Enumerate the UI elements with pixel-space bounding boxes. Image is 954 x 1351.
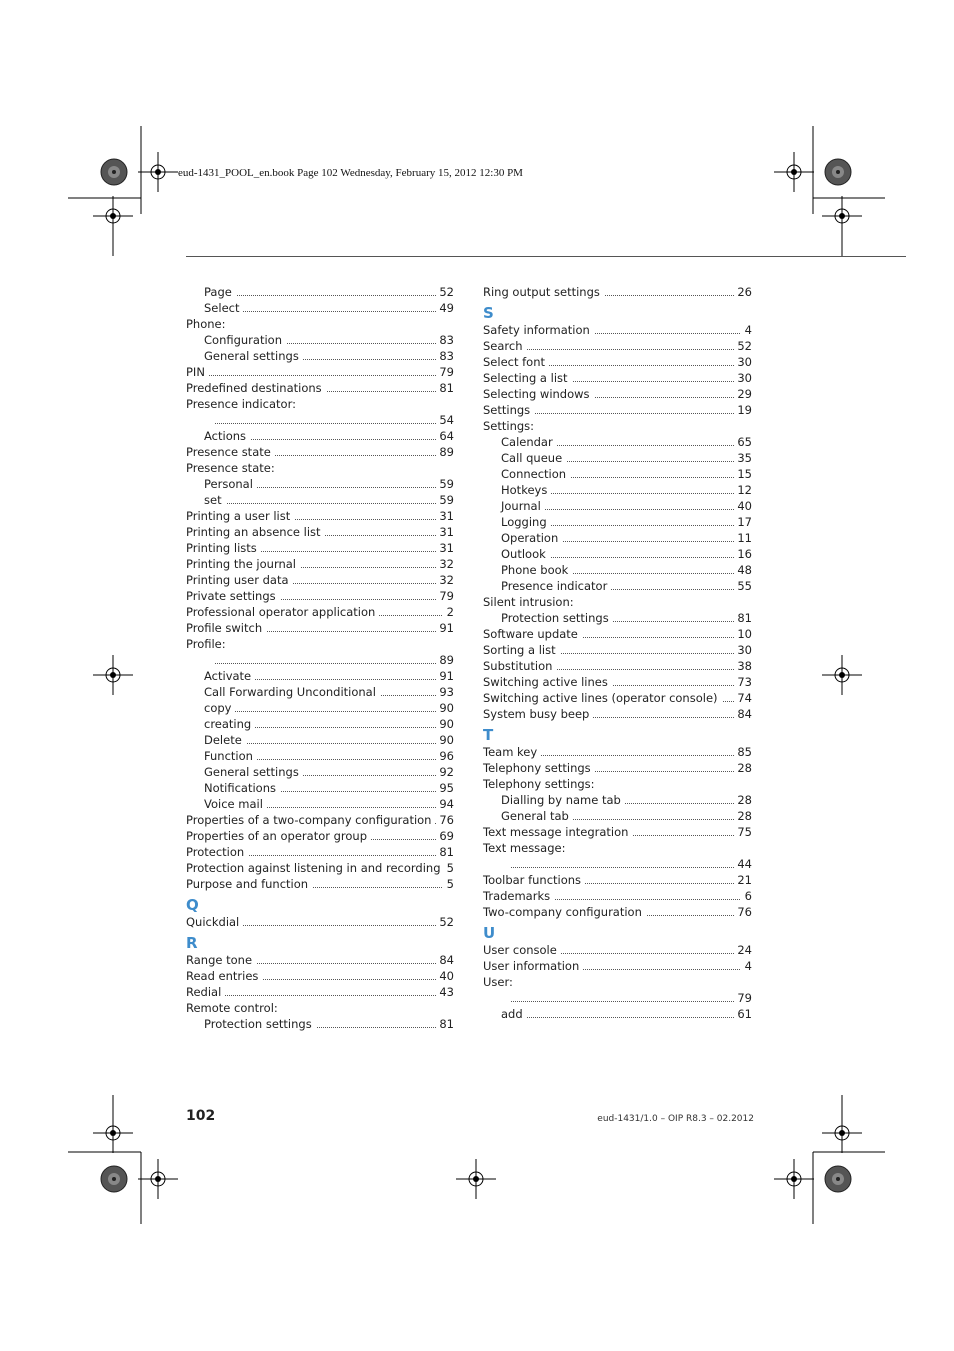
index-entry [186,828,454,844]
index-entry [483,354,752,370]
index-entry [483,856,752,872]
index-entry [186,332,454,348]
index-entry-term: Selecting windows [483,387,594,401]
index-entry [483,562,752,578]
index-entry-term: Ring output settings [483,285,604,299]
index-entry-term: Protection settings [204,1017,316,1031]
index-entry [483,610,752,626]
index-entry-page: 35 [737,451,752,465]
index-entry-page: 29 [737,387,752,401]
index-entry-term: User: [483,975,517,989]
index-entry-page: 83 [439,349,454,363]
index-entry [186,684,454,700]
index-entry-page: 52 [737,339,752,353]
index-entry-page: 44 [737,857,752,871]
index-entry [186,812,454,828]
index-entry [186,300,454,316]
index-entry [186,428,454,444]
index-entry [186,284,454,300]
index-entry-term: Safety information [483,323,594,337]
index-entry-page: 30 [737,643,752,657]
index-entry-term: Switching active lines [483,675,612,689]
index-entry-term: Switching active lines (operator console) [483,691,722,705]
index-entry-page: 61 [737,1007,752,1021]
index-entry-term: Presence indicator [501,579,611,593]
index-entry-term: Substitution [483,659,556,673]
index-entry-term: Properties of an operator group [186,829,371,843]
index-entry-term: Phone book [501,563,572,577]
index-entry-page: 38 [737,659,752,673]
index-entry-page: 90 [439,717,454,731]
index-entry [483,706,752,722]
index-entry-term: Redial [186,985,225,999]
index-entry-page: 54 [439,413,454,427]
index-entry [483,690,752,706]
index-entry-term: copy [204,701,235,715]
index-entry-term: Toolbar functions [483,873,585,887]
index-entry [483,514,752,530]
index-entry-term: Range tone [186,953,256,967]
index-entry-term: Connection [501,467,570,481]
index-entry [483,578,752,594]
index-entry-page: 19 [737,403,752,417]
index-entry-page: 49 [439,301,454,315]
index-entry-term: Selecting a list [483,371,572,385]
index-entry-page: 6 [744,889,752,903]
index-entry-page: 76 [439,813,454,827]
index-entry-term: Printing a user list [186,509,294,523]
index-entry-page: 11 [737,531,752,545]
index-entry-term: Notifications [204,781,280,795]
index-entry [483,594,752,610]
index-entry-page: 95 [439,781,454,795]
index-entry-page: 79 [439,589,454,603]
index-entry-page: 91 [439,621,454,635]
index-entry-term: Sorting a list [483,643,560,657]
index-entry-page: 83 [439,333,454,347]
index-entry [186,316,454,332]
index-entry-term: User console [483,943,561,957]
index-entry [186,844,454,860]
index-entry-page: 26 [737,285,752,299]
index-entry-page: 30 [737,371,752,385]
index-entry [186,748,454,764]
index-entry [186,968,454,984]
index-column-right [483,284,752,1022]
index-entry-term: Text message: [483,841,569,855]
index-entry [186,364,454,380]
index-letter-heading: Q [186,896,199,914]
index-entry [186,876,454,892]
index-entry-term: User information [483,959,583,973]
index-entry-page: 81 [439,381,454,395]
index-letter-heading: T [483,726,494,744]
index-entry [483,840,752,856]
index-entry-term: Voice mail [204,797,267,811]
index-entry-term: Dialling by name tab [501,793,625,807]
index-entry-term: Team key [483,745,541,759]
index-entry [483,450,752,466]
index-entry [483,974,752,990]
index-entry-page: 90 [439,701,454,715]
index-entry [483,1006,752,1022]
index-entry-page: 28 [737,809,752,823]
index-entry [483,808,752,824]
index-entry-page: 52 [439,915,454,929]
header-rule [186,256,906,257]
index-entry [186,508,454,524]
index-entry [483,642,752,658]
index-entry [483,402,752,418]
index-entry-page: 59 [439,493,454,507]
index-entry-page: 59 [439,477,454,491]
index-entry-page: 17 [737,515,752,529]
index-entry [186,556,454,572]
index-entry-page: 5 [446,877,454,891]
index-entry-term: Printing user data [186,573,293,587]
index-entry-page: 79 [439,365,454,379]
index-entry-page: 52 [439,285,454,299]
index-entry [186,476,454,492]
index-entry-page: 48 [737,563,752,577]
index-entry-page: 75 [737,825,752,839]
index-entry [186,732,454,748]
index-entry [186,380,454,396]
index-entry [483,942,752,958]
index-entry-page: 85 [737,745,752,759]
index-entry [483,776,752,792]
index-entry [483,626,752,642]
index-entry-term: Properties of a two-company configuration [186,813,435,827]
index-entry-term: Printing lists [186,541,261,555]
index-entry [483,386,752,402]
index-entry-page: 31 [439,525,454,539]
index-entry-term: Presence state: [186,461,279,475]
index-entry [186,572,454,588]
index-entry [186,396,454,412]
index-entry-page: 4 [744,959,752,973]
index-letter-heading: U [483,924,496,942]
index-entry [186,348,454,364]
index-entry-term: set [204,493,226,507]
index-entry-page: 28 [737,793,752,807]
index-entry-term: Read entries [186,969,262,983]
index-entry [186,588,454,604]
page-number: 102 [186,1108,216,1124]
index-entry [483,322,752,338]
index-entry-page: 81 [439,845,454,859]
index-entry-term: Quickdial [186,915,243,929]
index-entry-page: 10 [737,627,752,641]
index-entry-page: 89 [439,653,454,667]
index-entry [186,1016,454,1032]
index-entry-page: 92 [439,765,454,779]
index-letter-heading: R [186,934,198,952]
index-entry [186,524,454,540]
index-entry [186,604,454,620]
index-entry-page: 76 [737,905,752,919]
index-entry-term [507,857,511,871]
index-entry-term: Search [483,339,527,353]
index-entry-page: 91 [439,669,454,683]
index-entry-page: 65 [737,435,752,449]
index-entry [186,444,454,460]
index-entry-term: Phone: [186,317,230,331]
index-entry-term: Remote control: [186,1001,282,1015]
index-entry-term: Software update [483,627,582,641]
index-entry-term: Text message integration [483,825,632,839]
index-entry [186,796,454,812]
index-entry-page: 74 [737,691,752,705]
index-entry-term: Call queue [501,451,566,465]
index-entry-page: 43 [439,985,454,999]
index-entry-term: Hotkeys [501,483,551,497]
index-entry-page: 89 [439,445,454,459]
index-entry-term: Operation [501,531,562,545]
index-entry-term: Delete [204,733,246,747]
index-entry-term: PIN [186,365,209,379]
index-entry-page: 81 [439,1017,454,1031]
index-entry-page: 64 [439,429,454,443]
index-entry-term: Silent intrusion: [483,595,578,609]
index-entry [186,914,454,930]
index-entry [186,652,454,668]
index-entry-term: Actions [204,429,250,443]
index-entry-page: 73 [737,675,752,689]
index-entry-page: 55 [737,579,752,593]
index-entry [186,716,454,732]
index-entry-page: 90 [439,733,454,747]
index-entry-page: 16 [737,547,752,561]
index-entry-term: General settings [204,765,303,779]
index-entry-term: Personal [204,477,257,491]
index-entry-term: Printing an absence list [186,525,325,539]
index-entry [186,984,454,1000]
index-entry-term: Purpose and function [186,877,312,891]
index-entry-term: Page [204,285,236,299]
index-entry-term: General settings [204,349,303,363]
index-entry-term: Telephony settings [483,761,595,775]
index-entry [186,412,454,428]
index-entry [483,434,752,450]
index-entry [483,744,752,760]
index-entry [186,1000,454,1016]
index-entry [186,764,454,780]
index-entry [483,658,752,674]
index-entry-term [507,991,511,1005]
index-entry-page: 32 [439,573,454,587]
index-entry-term: Professional operator application [186,605,379,619]
index-entry [483,466,752,482]
index-entry-page: 94 [439,797,454,811]
index-entry-term: Protection against listening in and recording [186,861,445,875]
index-entry-term: Select [204,301,243,315]
index-entry-page: 84 [439,953,454,967]
index-entry-term: Call Forwarding Unconditional [204,685,380,699]
index-entry-page: 4 [744,323,752,337]
index-entry [483,888,752,904]
index-entry-term: Logging [501,515,551,529]
index-entry-term: Outlook [501,547,550,561]
index-entry-page: 5 [446,861,454,875]
index-entry-term [210,413,214,427]
index-entry [186,668,454,684]
index-column-left [186,284,454,1032]
index-entry-page: 31 [439,509,454,523]
index-entry-page: 12 [737,483,752,497]
index-entry-page: 69 [439,829,454,843]
index-entry-term: Settings [483,403,534,417]
index-entry [186,952,454,968]
index-entry-term: General tab [501,809,573,823]
index-entry [483,872,752,888]
index-entry-page: 93 [439,685,454,699]
index-entry [186,700,454,716]
index-entry-term: Telephony settings: [483,777,599,791]
index-entry-term: Function [204,749,257,763]
index-entry-term: Two-company configuration [483,905,646,919]
document-code: eud-1431/1.0 – OIP R8.3 – 02.2012 [597,1114,754,1124]
index-entry [483,674,752,690]
index-entry-term: creating [204,717,255,731]
index-entry [186,636,454,652]
index-entry-term: Trademarks [483,889,554,903]
index-entry-term: Journal [501,499,545,513]
index-entry-term: Select font [483,355,549,369]
index-entry-page: 32 [439,557,454,571]
index-entry-term: Profile: [186,637,230,651]
index-entry [483,370,752,386]
index-entry [483,990,752,1006]
index-entry-term: add [501,1007,527,1021]
index-entry-term: Profile switch [186,621,266,635]
index-entry-page: 28 [737,761,752,775]
index-entry [483,904,752,920]
index-entry [483,338,752,354]
index-entry [483,498,752,514]
index-entry-page: 79 [737,991,752,1005]
index-entry-page: 30 [737,355,752,369]
index-entry [483,546,752,562]
index-entry [483,284,752,300]
index-entry-term: Protection settings [501,611,613,625]
index-entry [483,824,752,840]
index-entry [483,958,752,974]
index-entry-term: Presence indicator: [186,397,300,411]
index-entry [483,418,752,434]
index-entry [483,482,752,498]
index-entry-term: Predefined destinations [186,381,326,395]
index-letter-heading: S [483,304,494,322]
index-entry-page: 2 [446,605,454,619]
index-entry-page: 96 [439,749,454,763]
index-entry-term: Presence state [186,445,275,459]
index-entry-term: System busy beep [483,707,593,721]
index-entry [483,792,752,808]
index-entry [186,620,454,636]
index-entry-page: 31 [439,541,454,555]
index-entry-term: Printing the journal [186,557,300,571]
index-entry-term: Protection [186,845,248,859]
index-entry-term: Settings: [483,419,538,433]
index-entry [186,492,454,508]
index-entry-term: Activate [204,669,255,683]
index-entry-term: Configuration [204,333,286,347]
index-entry [483,760,752,776]
index-entry [186,460,454,476]
index-entry-page: 84 [737,707,752,721]
index-entry-term [210,653,214,667]
index-entry [186,780,454,796]
index-entry-term: Calendar [501,435,557,449]
index-entry-term: Private settings [186,589,280,603]
index-entry-page: 40 [737,499,752,513]
index-entry-page: 15 [737,467,752,481]
print-slug: eud-1431_POOL_en.book Page 102 Wednesday, February 15, 2012 12:30 PM [178,167,523,179]
index-entry [186,860,454,876]
index-entry-page: 24 [737,943,752,957]
index-entry-page: 81 [737,611,752,625]
index-entry [186,540,454,556]
index-entry-page: 21 [737,873,752,887]
index-entry [483,530,752,546]
index-entry-page: 40 [439,969,454,983]
